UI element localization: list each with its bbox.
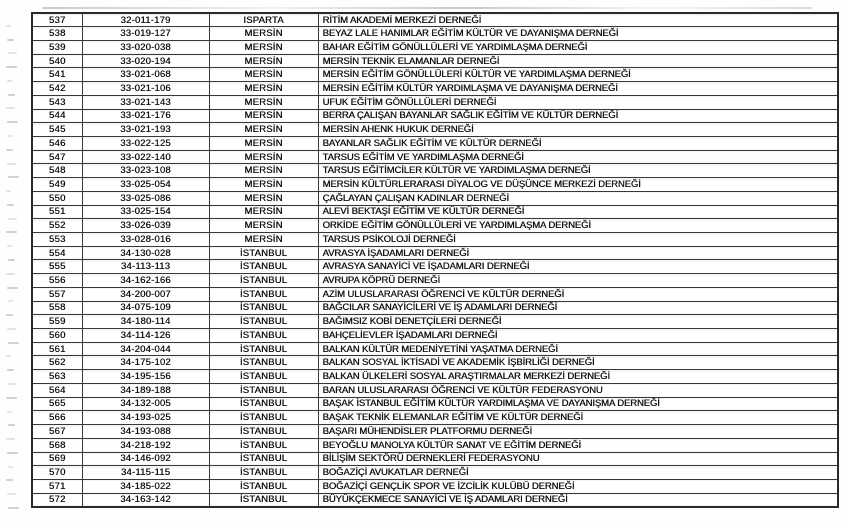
cell-city: MERSİN xyxy=(209,95,318,109)
cell-registration-code: 34-146-092 xyxy=(82,452,209,466)
table-row xyxy=(32,370,838,384)
cell-row-number: 542 xyxy=(32,82,82,96)
cell-association-name: BAHÇELİEVLER İŞADAMLARI DERNEĞİ xyxy=(318,329,838,343)
cell-row-number: 540 xyxy=(32,54,82,68)
cell-association-name: ÇAĞLAYAN ÇALIŞAN KADINLAR DERNEĞİ xyxy=(318,191,838,205)
cell-city: İSTANBUL xyxy=(209,397,318,411)
cell-row-number: 552 xyxy=(32,219,82,233)
cell-row-number: 557 xyxy=(32,287,82,301)
scan-dash-artifact xyxy=(8,135,13,137)
table-row xyxy=(32,287,838,301)
cell-city: MERSİN xyxy=(209,123,318,137)
cell-city: İSTANBUL xyxy=(209,260,318,274)
cell-city: İSTANBUL xyxy=(209,452,318,466)
cell-association-name: MERSİN EĞİTİM GÖNÜLLÜLERİ KÜLTÜR VE YARDIMLAŞMA DERNEĞİ xyxy=(318,68,838,82)
scan-dash-artifact xyxy=(8,94,15,96)
cell-registration-code: 33-025-086 xyxy=(82,191,209,205)
cell-city: İSTANBUL xyxy=(209,479,318,493)
cell-city: MERSİN xyxy=(209,82,318,96)
cell-registration-code: 34-193-088 xyxy=(82,425,209,439)
table-row xyxy=(32,411,838,425)
cell-city: İSTANBUL xyxy=(209,370,318,384)
cell-association-name: BALKAN ÜLKELERİ SOSYAL ARAŞTIRMALAR MERKEZİ DERNEĞİ xyxy=(318,370,838,384)
scan-dash-artifact xyxy=(7,369,14,371)
table-row xyxy=(32,27,838,41)
cell-association-name: ALEVİ BEKTAŞİ EĞİTİM VE KÜLTÜR DERNEĞİ xyxy=(318,205,838,219)
cell-row-number: 558 xyxy=(32,301,82,315)
cell-city: İSTANBUL xyxy=(209,246,318,260)
cell-row-number: 548 xyxy=(32,164,82,178)
cell-association-name: AVRASYA İŞADAMLARI DERNEĞİ xyxy=(318,246,838,260)
cell-city: MERSİN xyxy=(209,205,318,219)
table-row xyxy=(32,54,838,68)
cell-row-number: 537 xyxy=(32,13,82,27)
scan-dash-artifact xyxy=(7,39,14,41)
scan-dash-artifact xyxy=(7,328,16,330)
cell-association-name: RİTİM AKADEMİ MERKEZİ DERNEĞİ xyxy=(318,13,838,27)
cell-registration-code: 33-019-127 xyxy=(82,27,209,41)
table-row xyxy=(32,123,838,137)
cell-row-number: 555 xyxy=(32,260,82,274)
cell-registration-code: 34-163-142 xyxy=(82,493,209,507)
cell-registration-code: 33-020-038 xyxy=(82,40,209,54)
table-row xyxy=(32,150,838,164)
cell-registration-code: 32-011-179 xyxy=(82,13,209,27)
scan-dash-artifact xyxy=(8,342,19,344)
cell-registration-code: 33-020-194 xyxy=(82,54,209,68)
cell-registration-code: 34-075-109 xyxy=(82,301,209,315)
cell-association-name: MERSİN TEKNİK ELAMANLAR DERNEĞİ xyxy=(318,54,838,68)
table-row xyxy=(32,466,838,480)
cell-city: İSTANBUL xyxy=(209,356,318,370)
table-row xyxy=(32,95,838,109)
cell-row-number: 546 xyxy=(32,136,82,150)
cell-city: İSTANBUL xyxy=(209,274,318,288)
cell-city: MERSİN xyxy=(209,178,318,192)
scan-dash-artifact xyxy=(8,218,17,220)
table-row xyxy=(32,68,838,82)
scan-dash-artifact xyxy=(8,52,17,54)
cell-row-number: 564 xyxy=(32,383,82,397)
table-row xyxy=(32,397,838,411)
table-row xyxy=(32,82,838,96)
cell-association-name: BAYANLAR SAĞLIK EĞİTİM VE KÜLTÜR DERNEĞİ xyxy=(318,136,838,150)
scan-dash-artifact xyxy=(6,25,11,27)
cell-registration-code: 34-218-192 xyxy=(82,438,209,452)
associations-table-body xyxy=(32,13,838,507)
cell-registration-code: 34-195-156 xyxy=(82,370,209,384)
cell-association-name: MERSİN AHENK HUKUK DERNEĞİ xyxy=(318,123,838,137)
cell-row-number: 545 xyxy=(32,123,82,137)
cell-row-number: 544 xyxy=(32,109,82,123)
cell-registration-code: 34-185-022 xyxy=(82,479,209,493)
cell-city: İSTANBUL xyxy=(209,329,318,343)
cell-registration-code: 33-022-125 xyxy=(82,136,209,150)
scan-dash-artifact xyxy=(7,493,16,495)
scan-dash-artifact xyxy=(6,438,15,440)
scan-dash-artifact xyxy=(7,287,18,289)
cell-association-name: TARSUS EĞİTİMCİLER KÜLTÜR VE YARDIMLAŞMA DERNEĞİ xyxy=(318,164,838,178)
scan-dash-artifact xyxy=(7,452,18,454)
scan-dash-artifact xyxy=(8,259,15,261)
cell-association-name: BERRA ÇALIŞAN BAYANLAR SAĞLIK EĞİTİM VE KÜLTÜR DERNEĞİ xyxy=(318,109,838,123)
table-row xyxy=(32,109,838,123)
table-row xyxy=(32,425,838,439)
cell-row-number: 541 xyxy=(32,68,82,82)
cell-row-number: 567 xyxy=(32,425,82,439)
cell-row-number: 562 xyxy=(32,356,82,370)
scan-dash-artifact xyxy=(6,479,13,481)
associations-table xyxy=(31,12,839,508)
scan-dash-artifact xyxy=(6,190,11,192)
cell-association-name: UFUK EĞİTİM GÖNÜLLÜLERİ DERNEĞİ xyxy=(318,95,838,109)
scan-dash-artifact xyxy=(6,397,17,399)
cell-row-number: 539 xyxy=(32,40,82,54)
cell-registration-code: 34-115-115 xyxy=(82,466,209,480)
table-row xyxy=(32,329,838,343)
scan-dash-artifact xyxy=(8,466,13,468)
cell-registration-code: 34-175-102 xyxy=(82,356,209,370)
scan-dash-artifact xyxy=(8,424,15,426)
cell-registration-code: 33-026-039 xyxy=(82,219,209,233)
table-row xyxy=(32,493,838,507)
cell-city: MERSİN xyxy=(209,27,318,41)
cell-city: İSTANBUL xyxy=(209,411,318,425)
cell-city: İSTANBUL xyxy=(209,301,318,315)
cell-city: İSTANBUL xyxy=(209,438,318,452)
table-row xyxy=(32,40,838,54)
scan-dash-artifact xyxy=(6,355,11,357)
scan-dash-artifact xyxy=(7,121,18,123)
scan-dash-artifact xyxy=(8,383,17,385)
cell-association-name: BAŞARI MÜHENDİSLER PLATFORMU DERNEĞİ xyxy=(318,425,838,439)
cell-city: MERSİN xyxy=(209,219,318,233)
table-row xyxy=(32,452,838,466)
cell-association-name: BAŞAK İSTANBUL EĞİTİM KÜLTÜR YARDIMLAŞMA VE DAYANIŞMA DERNEĞİ xyxy=(318,397,838,411)
table-row xyxy=(32,274,838,288)
cell-row-number: 572 xyxy=(32,493,82,507)
table-row xyxy=(32,13,838,27)
cell-row-number: 571 xyxy=(32,479,82,493)
scan-streak-artifact xyxy=(42,7,812,9)
scan-dash-artifact xyxy=(7,245,12,247)
cell-row-number: 570 xyxy=(32,466,82,480)
table-row xyxy=(32,246,838,260)
cell-row-number: 559 xyxy=(32,315,82,329)
cell-city: MERSİN xyxy=(209,164,318,178)
cell-association-name: BARAN ULUSLARARASI ÖĞRENCİ VE KÜLTÜR FEDERASYONU xyxy=(318,383,838,397)
cell-row-number: 550 xyxy=(32,191,82,205)
table-row xyxy=(32,233,838,247)
scan-dash-artifact xyxy=(7,163,16,165)
cell-registration-code: 34-204-044 xyxy=(82,342,209,356)
cell-row-number: 538 xyxy=(32,27,82,41)
cell-registration-code: 33-021-068 xyxy=(82,68,209,82)
cell-registration-code: 33-021-106 xyxy=(82,82,209,96)
cell-row-number: 556 xyxy=(32,274,82,288)
cell-association-name: AVRUPA KÖPRÜ DERNEĞİ xyxy=(318,274,838,288)
cell-association-name: AVRASYA SANAYİCİ VE İŞADAMLARI DERNEĞİ xyxy=(318,260,838,274)
cell-association-name: AZİM ULUSLARARASI ÖĞRENCİ VE KÜLTÜR DERNEĞİ xyxy=(318,287,838,301)
cell-row-number: 560 xyxy=(32,329,82,343)
cell-row-number: 551 xyxy=(32,205,82,219)
cell-city: MERSİN xyxy=(209,136,318,150)
table-row xyxy=(32,136,838,150)
cell-association-name: TARSUS EĞİTİM VE YARDIMLAŞMA DERNEĞİ xyxy=(318,150,838,164)
left-margin-scan-artifacts xyxy=(0,0,30,525)
cell-association-name: ORKİDE EĞİTİM GÖNÜLLÜLERİ VE YARDIMLAŞMA DERNEĞİ xyxy=(318,219,838,233)
table-row xyxy=(32,219,838,233)
table-row xyxy=(32,438,838,452)
cell-association-name: BAHAR EĞİTİM GÖNÜLLÜLERİ VE YARDIMLAŞMA DERNEĞİ xyxy=(318,40,838,54)
scan-dash-artifact xyxy=(6,149,13,151)
cell-association-name: BAĞCILAR SANAYİCİLERİ VE İŞ ADAMLARI DERNEĞİ xyxy=(318,301,838,315)
cell-row-number: 553 xyxy=(32,233,82,247)
cell-row-number: 561 xyxy=(32,342,82,356)
scan-dash-artifact xyxy=(8,300,13,302)
cell-city: İSTANBUL xyxy=(209,425,318,439)
scan-dash-artifact xyxy=(8,176,19,178)
cell-association-name: MERSİN EĞİTİM KÜLTÜR YARDIMLAŞMA VE DAYANIŞMA DERNEĞİ xyxy=(318,82,838,96)
table-row xyxy=(32,260,838,274)
cell-row-number: 543 xyxy=(32,95,82,109)
cell-registration-code: 34-189-188 xyxy=(82,383,209,397)
cell-row-number: 563 xyxy=(32,370,82,384)
cell-registration-code: 34-114-126 xyxy=(82,329,209,343)
cell-association-name: BALKAN KÜLTÜR MEDENİYETİNİ YAŞATMA DERNEĞİ xyxy=(318,342,838,356)
cell-row-number: 566 xyxy=(32,411,82,425)
cell-association-name: BOĞAZİÇİ GENÇLİK SPOR VE İZCİLİK KULÜBÜ DERNEĞİ xyxy=(318,479,838,493)
scan-dash-artifact xyxy=(7,411,12,413)
table-row xyxy=(32,315,838,329)
cell-registration-code: 33-025-054 xyxy=(82,178,209,192)
cell-registration-code: 34-200-007 xyxy=(82,287,209,301)
cell-city: MERSİN xyxy=(209,68,318,82)
cell-city: İSTANBUL xyxy=(209,315,318,329)
table-row xyxy=(32,205,838,219)
cell-registration-code: 33-021-143 xyxy=(82,95,209,109)
cell-city: İSTANBUL xyxy=(209,342,318,356)
scan-dash-artifact xyxy=(6,314,13,316)
cell-association-name: BEYAZ LALE HANIMLAR EĞİTİM KÜLTÜR VE DAYANIŞMA DERNEĞİ xyxy=(318,27,838,41)
scan-dash-artifact xyxy=(6,231,17,233)
table-row xyxy=(32,383,838,397)
table-row xyxy=(32,342,838,356)
cell-row-number: 554 xyxy=(32,246,82,260)
cell-registration-code: 33-023-108 xyxy=(82,164,209,178)
cell-city: MERSİN xyxy=(209,233,318,247)
scan-dash-artifact xyxy=(7,204,14,206)
cell-row-number: 547 xyxy=(32,150,82,164)
cell-registration-code: 33-025-154 xyxy=(82,205,209,219)
table-row xyxy=(32,164,838,178)
table-row xyxy=(32,191,838,205)
cell-city: MERSİN xyxy=(209,40,318,54)
cell-registration-code: 34-130-028 xyxy=(82,246,209,260)
cell-registration-code: 34-193-025 xyxy=(82,411,209,425)
cell-city: İSTANBUL xyxy=(209,383,318,397)
scan-dash-artifact xyxy=(8,507,19,509)
cell-row-number: 568 xyxy=(32,438,82,452)
cell-association-name: BOĞAZİÇİ AVUKATLAR DERNEĞİ xyxy=(318,466,838,480)
cell-city: İSTANBUL xyxy=(209,493,318,507)
scan-dash-artifact xyxy=(7,80,12,82)
table-row xyxy=(32,178,838,192)
cell-city: MERSİN xyxy=(209,54,318,68)
table-row xyxy=(32,301,838,315)
cell-city: İSTANBUL xyxy=(209,287,318,301)
cell-association-name: BALKAN SOSYAL İKTİSADİ VE AKADEMİK İŞBİRLİĞİ DERNEĞİ xyxy=(318,356,838,370)
cell-city: MERSİN xyxy=(209,109,318,123)
cell-registration-code: 33-022-140 xyxy=(82,150,209,164)
cell-row-number: 549 xyxy=(32,178,82,192)
cell-registration-code: 34-113-113 xyxy=(82,260,209,274)
cell-association-name: BEYOĞLU MANOLYA KÜLTÜR SANAT VE EĞİTİM DERNEĞİ xyxy=(318,438,838,452)
cell-city: ISPARTA xyxy=(209,13,318,27)
cell-association-name: BAŞAK TEKNİK ELEMANLAR EĞİTİM VE KÜLTÜR DERNEĞİ xyxy=(318,411,838,425)
cell-registration-code: 33-021-193 xyxy=(82,123,209,137)
cell-city: İSTANBUL xyxy=(209,466,318,480)
cell-registration-code: 34-162-166 xyxy=(82,274,209,288)
scan-dash-artifact xyxy=(6,107,15,109)
cell-association-name: BİLİŞİM SEKTÖRÜ DERNEKLERİ FEDERASYONU xyxy=(318,452,838,466)
cell-registration-code: 34-132-005 xyxy=(82,397,209,411)
cell-association-name: TARSUS PSİKOLOJİ DERNEĞİ xyxy=(318,233,838,247)
cell-row-number: 565 xyxy=(32,397,82,411)
scan-dash-artifact xyxy=(6,273,15,275)
cell-association-name: MERSİN KÜLTÜRLERARASI DİYALOG VE DÜŞÜNCE MERKEZİ DERNEĞİ xyxy=(318,178,838,192)
cell-city: MERSİN xyxy=(209,191,318,205)
cell-association-name: BAĞIMSIZ KOBİ DENETÇİLERİ DERNEĞİ xyxy=(318,315,838,329)
table-row xyxy=(32,479,838,493)
cell-registration-code: 34-180-114 xyxy=(82,315,209,329)
table-row xyxy=(32,356,838,370)
cell-registration-code: 33-021-176 xyxy=(82,109,209,123)
cell-city: MERSİN xyxy=(209,150,318,164)
cell-association-name: BÜYÜKÇEKMECE SANAYİCİ VE İŞ ADAMLARI DERNEĞİ xyxy=(318,493,838,507)
cell-registration-code: 33-028-016 xyxy=(82,233,209,247)
scan-dash-artifact xyxy=(6,66,17,68)
cell-row-number: 569 xyxy=(32,452,82,466)
